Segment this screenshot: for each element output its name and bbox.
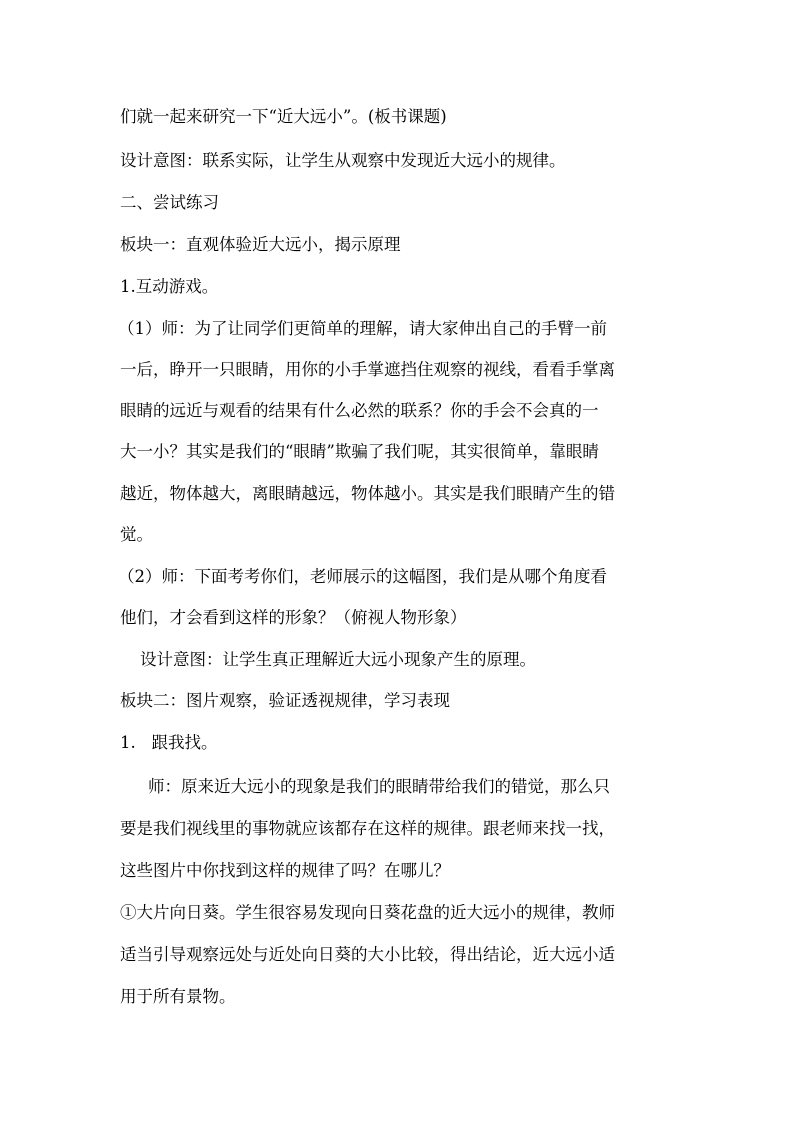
paragraph-4-line-3: 用于所有景物。 [120, 987, 236, 1006]
item-interactive-game: 1.互动游戏。 [120, 277, 219, 296]
design-intent-2: 设计意图：让学生真正理解近大远小现象产生的原理。 [140, 650, 536, 669]
paragraph-2-line-2: 他们，才会看到这样的形象？（俯视人物形象） [120, 608, 467, 627]
paragraph-1-line-6: 觉。 [120, 525, 153, 544]
design-intent-1: 设计意图：联系实际，让学生从观察中发现近大远小的规律。 [120, 151, 566, 170]
paragraph-4-line-1: ①大片向日葵。学生很容易发现向日葵花盘的近大远小的规律，教师 [120, 903, 615, 922]
paragraph-3-line-3: 这些图片中你找到这样的规律了吗？在哪儿？ [120, 861, 450, 880]
paragraph-1-line-3: 眼睛的远近与观看的结果有什么必然的联系？你的手会不会真的一 [120, 401, 599, 420]
paragraph-2-line-1: （2）师：下面考考你们，老师展示的这幅图，我们是从哪个角度看 [118, 567, 607, 586]
item-follow-me: 1. 跟我找。 [120, 733, 218, 752]
section-heading-2: 二、尝试练习 [120, 193, 219, 212]
paragraph-1-line-5: 越近，物体越大，离眼睛越远，物体越小。其实是我们眼睛产生的错 [120, 484, 615, 503]
block-1-heading: 板块一：直观体验近大远小，揭示原理 [120, 235, 401, 254]
paragraph-3-line-1: 师：原来近大远小的现象是我们的眼睛带给我们的错觉，那么只 [148, 777, 610, 796]
paragraph-1-line-1: （1）师：为了让同学们更简单的理解，请大家伸出自己的手臂一前 [118, 319, 607, 338]
paragraph-3-line-2: 要是我们视线里的事物就应该都存在这样的规律。跟老师来找一找， [120, 819, 615, 838]
paragraph-1-line-2: 一后，睁开一只眼睛，用你的小手掌遮挡住观察的视线，看看手掌离 [120, 360, 615, 379]
text-line-1: 们就一起来研究一下“近大远小”。(板书课题) [120, 107, 447, 126]
paragraph-1-line-4: 大一小？其实是我们的“眼睛”欺骗了我们呢，其实很简单，靠眼睛 [120, 442, 599, 461]
block-2-heading: 板块二：图片观察，验证透视规律，学习表现 [120, 691, 450, 710]
paragraph-4-line-2: 适当引导观察远处与近处向日葵的大小比较，得出结论，近大远小适 [120, 945, 615, 964]
